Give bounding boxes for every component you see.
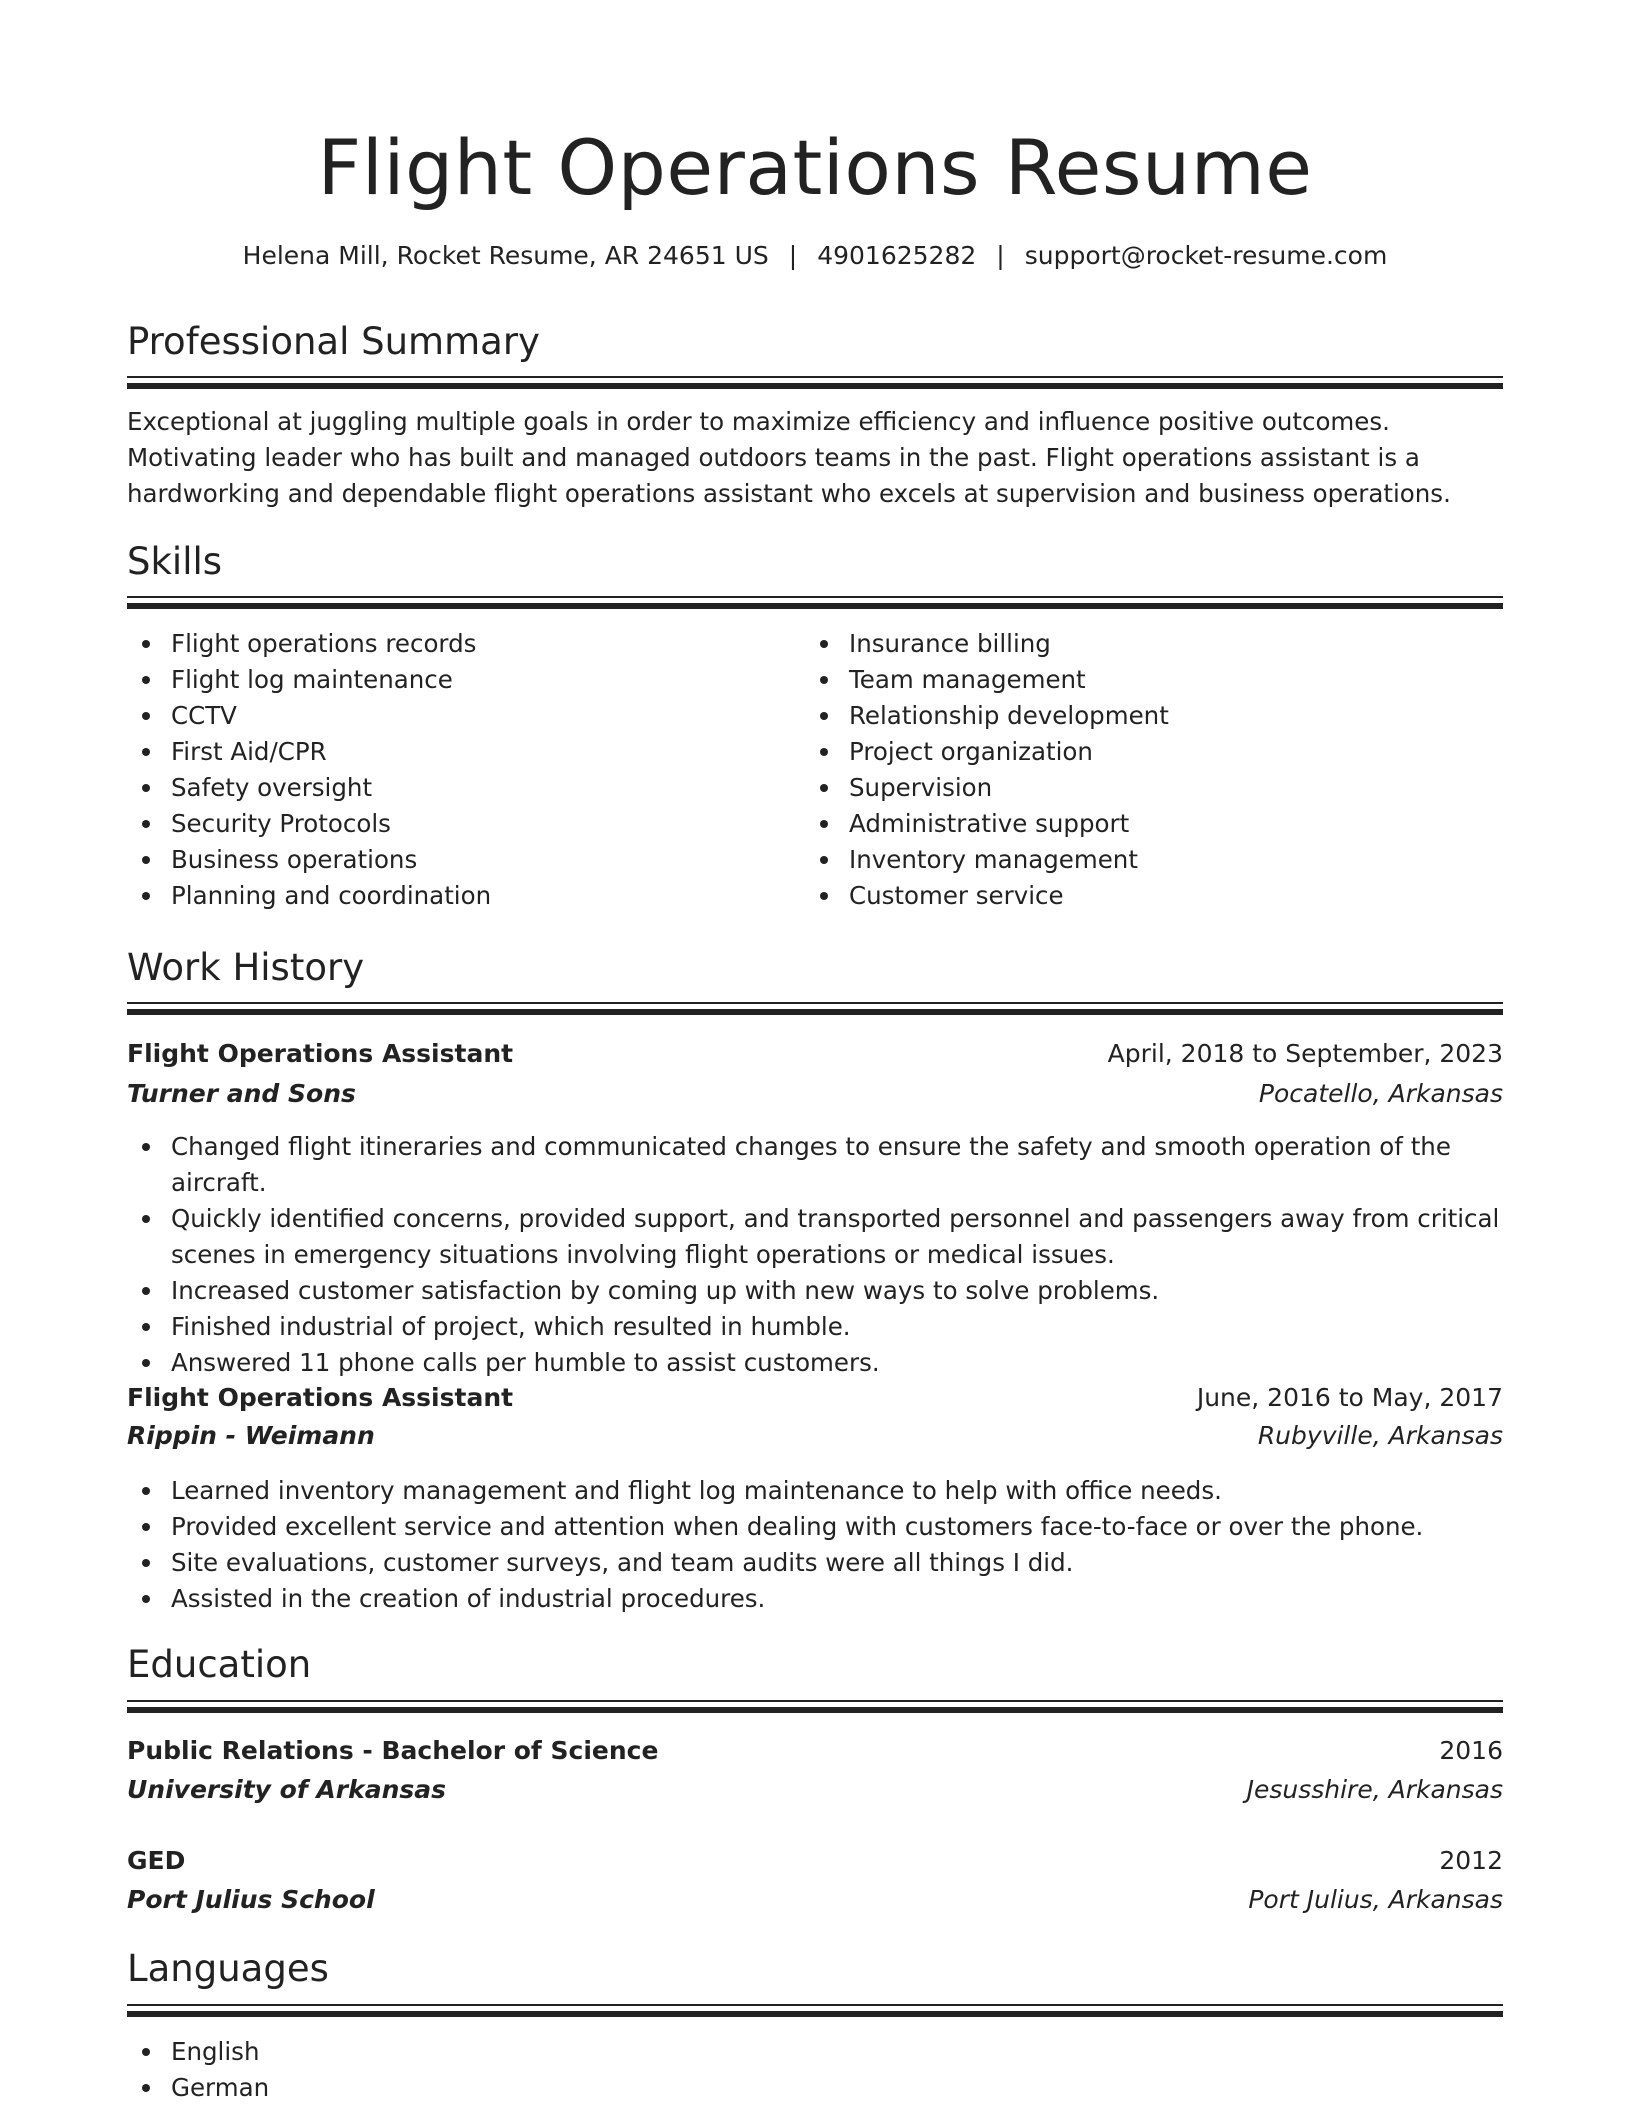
job-title: Flight Operations Assistant bbox=[127, 1383, 514, 1412]
skill-item: First Aid/CPR bbox=[127, 734, 767, 770]
skills-heading: Skills bbox=[127, 540, 223, 583]
section-divider bbox=[127, 1002, 1503, 1015]
job-bullet: Assisted in the creation of industrial procedures. bbox=[127, 1581, 1503, 1617]
education-heading: Education bbox=[127, 1643, 312, 1686]
education-year: 2016 bbox=[1439, 1736, 1503, 1765]
skill-item: Safety oversight bbox=[127, 770, 767, 806]
contact-address: Helena Mill, Rocket Resume, AR 24651 US bbox=[242, 241, 769, 270]
skill-item: Insurance billing bbox=[805, 626, 1445, 662]
education-header-row bbox=[127, 1842, 1503, 1880]
skill-item: Planning and coordination bbox=[127, 878, 767, 914]
job-bullet: Increased customer satisfaction by coming up with new ways to solve problems. bbox=[127, 1273, 1503, 1309]
skill-item: Supervision bbox=[805, 770, 1445, 806]
education-location: Port Julius, Arkansas bbox=[1248, 1885, 1503, 1914]
skill-item: Business operations bbox=[127, 842, 767, 878]
languages-heading: Languages bbox=[127, 1947, 329, 1990]
skill-item: Administrative support bbox=[805, 806, 1445, 842]
summary-heading: Professional Summary bbox=[127, 320, 540, 363]
contact-email[interactable]: support@rocket-resume.com bbox=[1024, 241, 1388, 270]
education-school-row bbox=[127, 1771, 1503, 1809]
job-bullet: Finished industrial of project, which resulted in humble. bbox=[127, 1309, 1503, 1345]
job-dates: April, 2018 to September, 2023 bbox=[1107, 1039, 1503, 1068]
job-dates: June, 2016 to May, 2017 bbox=[1196, 1383, 1503, 1412]
section-divider bbox=[127, 376, 1503, 389]
contact-line bbox=[127, 238, 1503, 274]
education-school-row bbox=[127, 1881, 1503, 1919]
skill-item: Relationship development bbox=[805, 698, 1445, 734]
job-location: Pocatello, Arkansas bbox=[1258, 1079, 1503, 1108]
skill-item: Inventory management bbox=[805, 842, 1445, 878]
job-title: Flight Operations Assistant bbox=[127, 1039, 514, 1068]
skill-item: Flight operations records bbox=[127, 626, 767, 662]
job-company: Rippin - Weimann bbox=[127, 1421, 375, 1450]
skills-column-right bbox=[805, 626, 1445, 914]
language-item: English bbox=[127, 2034, 1503, 2070]
job-bullet-list bbox=[127, 1129, 1503, 1381]
skill-item: Security Protocols bbox=[127, 806, 767, 842]
job-company-row bbox=[127, 1075, 1503, 1113]
job-bullet: Provided excellent service and attention when dealing with customers face-to-face or over the phone. bbox=[127, 1509, 1503, 1545]
education-year: 2012 bbox=[1439, 1846, 1503, 1875]
job-company-row bbox=[127, 1417, 1503, 1455]
section-divider bbox=[127, 2004, 1503, 2017]
contact-separator: | bbox=[996, 241, 1005, 270]
skill-item: CCTV bbox=[127, 698, 767, 734]
language-item: German bbox=[127, 2070, 1503, 2106]
skill-item: Project organization bbox=[805, 734, 1445, 770]
education-school: Port Julius School bbox=[127, 1885, 375, 1914]
job-bullet: Quickly identified concerns, provided support, and transported personnel and passengers away from critical scenes in emergency situations involving flight operations or medical issues. bbox=[127, 1201, 1503, 1273]
education-degree: GED bbox=[127, 1846, 186, 1875]
skill-item: Team management bbox=[805, 662, 1445, 698]
job-bullet-list bbox=[127, 1473, 1503, 1617]
job-bullet: Site evaluations, customer surveys, and team audits were all things I did. bbox=[127, 1545, 1503, 1581]
summary-text: Exceptional at juggling multiple goals in order to maximize efficiency and influence positive outcomes. Motivating leader who has built and managed outdoors teams in the past. Flight operations assistant is a hardworking and dependable flight operations assistant who excels at supervision and business operations. bbox=[127, 407, 1451, 508]
job-location: Rubyville, Arkansas bbox=[1257, 1421, 1503, 1450]
contact-separator: | bbox=[788, 241, 798, 270]
education-header-row bbox=[127, 1732, 1503, 1770]
section-divider bbox=[127, 1700, 1503, 1713]
job-bullet: Answered 11 phone calls per humble to assist customers. bbox=[127, 1345, 1503, 1381]
education-degree: Public Relations - Bachelor of Science bbox=[127, 1736, 659, 1765]
section-divider bbox=[127, 596, 1503, 609]
work-heading: Work History bbox=[127, 946, 365, 989]
skill-item: Flight log maintenance bbox=[127, 662, 767, 698]
resume-title: Flight Operations Resume bbox=[317, 123, 1313, 212]
education-school: University of Arkansas bbox=[127, 1775, 447, 1804]
job-company: Turner and Sons bbox=[127, 1079, 356, 1108]
job-header-row bbox=[127, 1379, 1503, 1417]
job-bullet: Changed flight itineraries and communicated changes to ensure the safety and smooth operation of the aircraft. bbox=[127, 1129, 1503, 1201]
job-bullet: Learned inventory management and flight log maintenance to help with office needs. bbox=[127, 1473, 1503, 1509]
education-location: Jesusshire, Arkansas bbox=[1246, 1775, 1503, 1804]
skills-column-left bbox=[127, 626, 767, 914]
job-header-row bbox=[127, 1035, 1503, 1073]
contact-phone: 4901625282 bbox=[817, 241, 977, 270]
skill-item: Customer service bbox=[805, 878, 1445, 914]
languages-list bbox=[127, 2034, 1503, 2106]
